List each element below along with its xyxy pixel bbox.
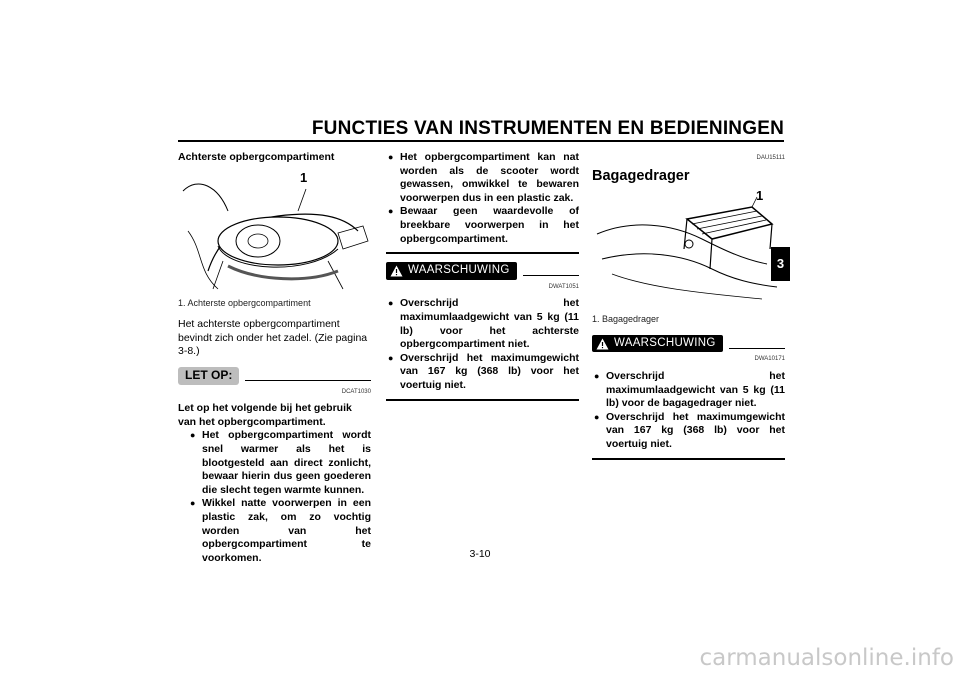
notice-end-rule <box>386 252 579 254</box>
warning-triangle-icon <box>596 338 609 350</box>
warning-code: DWAT1051 <box>548 283 579 290</box>
notice-heading <box>178 367 371 385</box>
list-item: ● Wikkel natte voorwerpen in een plastic zak, om zo vochtig worden van het opbergcompartiment te voorkomen. <box>188 497 371 565</box>
warning-badge <box>386 262 517 280</box>
warning-heading <box>386 262 579 280</box>
section-title: Bagagedrager <box>592 167 690 184</box>
list-item: ● Overschrijd het maximumgewicht van 167 kg (368 lb) voor het voertuig niet. <box>592 411 785 452</box>
notice-list <box>178 429 371 565</box>
intro-text: Het achterste opbergcompartiment bevindt zich onder het zadel. (Zie pagina 3-8.) <box>178 318 368 358</box>
figure-caption: 1. Bagagedrager <box>592 314 660 325</box>
warning-triangle-icon <box>390 265 403 277</box>
page-number: 3-10 <box>469 548 491 560</box>
figure-callout: 1 <box>756 188 764 204</box>
warning-label: WAARSCHUWING <box>614 336 716 349</box>
figure-callout: 1 <box>300 169 308 185</box>
section-subtitle: Achterste opbergcompartiment <box>178 151 335 163</box>
list-item: ● Het opbergcompartiment wordt snel warmer als het is blootgesteld aan direct zonlicht, bewaar hierin dus geen goederen die slecht tegen warmte kunnen. <box>188 429 371 497</box>
storage-figure <box>178 171 371 291</box>
warning-badge <box>592 335 723 353</box>
chapter-tab: 3 <box>771 247 790 281</box>
warning-rule <box>729 348 785 349</box>
warning-label: WAARSCHUWING <box>408 264 510 277</box>
figure-caption: 1. Achterste opbergcompartiment <box>178 297 311 308</box>
list-item: ● Bewaar geen waardevolle of breekbare voorwerpen in het opbergcompartiment. <box>386 205 579 246</box>
rack-figure <box>592 189 785 307</box>
page-header: FUNCTIES VAN INSTRUMENTEN EN BEDIENINGEN <box>311 118 784 139</box>
warning-code: DWA10171 <box>754 356 785 363</box>
list-item: ● Overschrijd het maximumgewicht van 167 kg (368 lb) voor het voertuig niet. <box>386 352 579 393</box>
column-storage <box>178 151 371 565</box>
notice-code: DCAT1030 <box>341 388 371 395</box>
notice-rule <box>245 380 371 381</box>
header-rule <box>178 140 784 142</box>
luggage-rack-illustration <box>592 189 785 307</box>
warning-list <box>592 370 785 452</box>
column-notice-continued <box>386 151 579 401</box>
notice-lead: Let op het volgende bij het gebruik van het opbergcompartiment. <box>178 402 352 428</box>
watermark: carmanualsonline.info <box>699 645 954 671</box>
warning-rule <box>523 275 579 276</box>
section-code: DAU15111 <box>756 155 785 161</box>
list-item: ● Overschrijd het maximumlaadgewicht van 5 kg (11 lb) voor de bagagedrager niet. <box>592 370 785 411</box>
list-item: ● Het opbergcompartiment kan nat worden als de scooter wordt gewassen, omwikkel te bewaren voorwerpen dus in een plastic zak. <box>386 151 579 205</box>
warning-end-rule <box>386 399 579 401</box>
warning-list <box>386 297 579 392</box>
list-item: ● Overschrijd het maximumlaadgewicht van 5 kg (11 lb) voor het achterste opbergcompartiment niet. <box>386 297 579 351</box>
storage-compartment-illustration <box>178 171 371 291</box>
warning-heading <box>592 335 785 353</box>
notice-list-continued <box>386 151 579 246</box>
warning-end-rule <box>592 458 785 460</box>
column-luggage-rack <box>592 151 785 460</box>
notice-badge: LET OP: <box>178 367 239 385</box>
